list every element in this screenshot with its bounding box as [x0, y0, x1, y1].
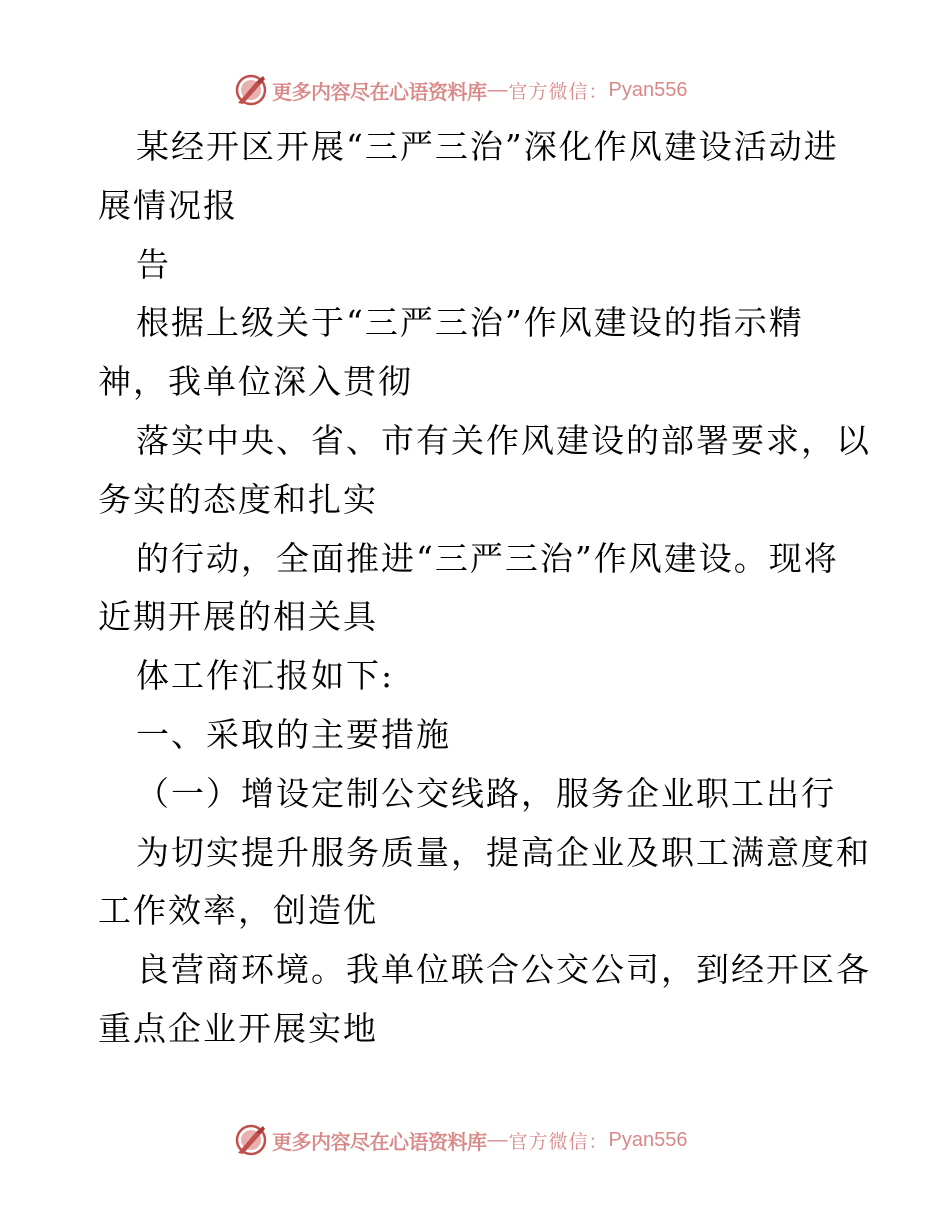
banner-wechat-label: 官方微信：	[508, 1130, 609, 1153]
footer-watermark-banner	[234, 1122, 687, 1158]
paragraph-line: 的行动，全面推进“三严三治”作风建设。现将	[136, 538, 839, 578]
quill-pen-seal-icon	[234, 73, 268, 107]
banner-wechat-id: Pyan556	[608, 1128, 688, 1151]
paragraph-line: 根据上级关于“三严三治”作风建设的指示精	[136, 303, 804, 343]
subsection-heading: （一）增设定制公交线路，服务企业职工出行	[136, 773, 836, 813]
title-line-3: 告	[136, 244, 171, 284]
section-heading: 一、采取的主要措施	[136, 714, 451, 754]
paragraph-line: 重点企业开展实地	[98, 1008, 378, 1048]
paragraph-line: 落实中央、省、市有关作风建设的部署要求，以	[136, 420, 871, 460]
banner-dash: —	[487, 78, 508, 101]
paragraph-line: 近期开展的相关具	[98, 597, 378, 637]
paragraph-line: 良营商环境。我单位联合公交公司，到经开区各	[136, 950, 871, 990]
paragraph-line: 神，我单位深入贯彻	[98, 362, 413, 402]
title-line-1: 某经开区开展“三严三治”深化作风建设活动进	[136, 127, 839, 166]
banner-dash: —	[487, 1128, 508, 1151]
paragraph-line: 工作效率，创造优	[98, 891, 378, 931]
quill-pen-seal-icon	[234, 1123, 268, 1157]
paragraph-line: 为切实提升服务质量，提高企业及职工满意度和	[136, 832, 871, 872]
banner-site-name: 更多内容尽在心语资料库	[272, 79, 487, 104]
document-body	[98, 118, 871, 1059]
banner-site-name: 更多内容尽在心语资料库	[272, 1129, 487, 1154]
header-watermark-banner	[234, 72, 687, 108]
title-line-2: 展情况报	[98, 185, 238, 225]
paragraph-line: 体工作汇报如下:	[136, 656, 395, 696]
banner-wechat-label: 官方微信：	[508, 80, 609, 103]
paragraph-line: 务实的态度和扎实	[98, 479, 378, 519]
banner-wechat-id: Pyan556	[608, 78, 688, 101]
